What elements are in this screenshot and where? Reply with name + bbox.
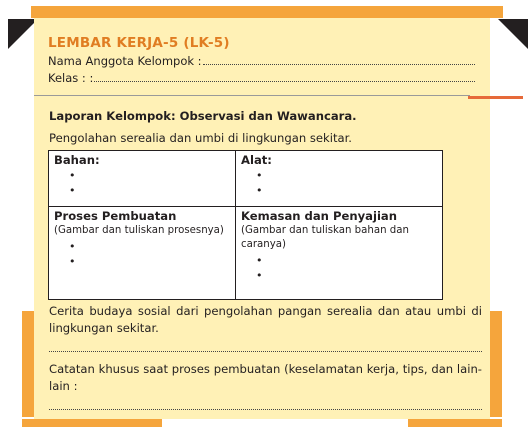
cell-kemasan[interactable] [236,207,443,300]
cell-alat[interactable] [236,151,443,207]
cell-bahan[interactable] [49,151,236,207]
list-item [256,253,437,268]
list-item [256,268,437,283]
list-item [256,183,437,198]
bahan-title: Bahan: [54,153,100,167]
corner-triangle-right [498,19,528,49]
members-field[interactable] [48,54,475,68]
list-item [69,239,230,254]
notes-prompt: Catatan khusus saat proses pembuatan (keselamatan kerja, tips, dan lain-lain : [49,362,482,393]
class-label: Kelas : : [48,71,94,85]
alat-title: Alat: [241,153,272,167]
list-item [256,168,437,183]
frame-bottom-left-bar [22,419,162,427]
list-item [69,183,230,198]
notes-answer-line[interactable] [49,409,482,410]
proses-bullets [54,239,230,269]
frame-left-bar [22,311,34,417]
header-divider [34,95,470,96]
proses-note: (Gambar dan tuliskan prosesnya) [54,225,224,236]
frame-right-bar [490,311,502,417]
story-answer-line[interactable] [49,351,482,352]
class-fill-line [94,81,475,82]
header-accent-line [468,96,523,99]
frame-top-bar [31,6,503,18]
members-fill-line [203,64,475,65]
worksheet-title: LEMBAR KERJA-5 (LK-5) [48,35,230,51]
list-item [69,168,230,183]
members-label: Nama Anggota Kelompok : [48,54,202,68]
list-item [69,254,230,269]
report-heading: Laporan Kelompok: Observasi dan Wawancara. [49,109,357,123]
cell-proses[interactable] [49,207,236,300]
proses-title: Proses Pembuatan [54,209,177,223]
alat-bullets [241,168,437,198]
class-field[interactable] [48,71,475,85]
report-subheading: Pengolahan serealia dan umbi di lingkungan sekitar. [49,131,352,145]
observation-table [48,150,443,300]
story-prompt: Cerita budaya sosial dari pengolahan pangan serealia dan atau umbi di lingkungan sekitar. [49,304,482,335]
kemasan-note: (Gambar dan tuliskan bahan dan caranya) [241,225,409,250]
kemasan-title: Kemasan dan Penyajian [241,209,397,223]
kemasan-bullets [241,253,437,283]
bahan-bullets [54,168,230,198]
frame-bottom-right-bar [408,419,502,427]
